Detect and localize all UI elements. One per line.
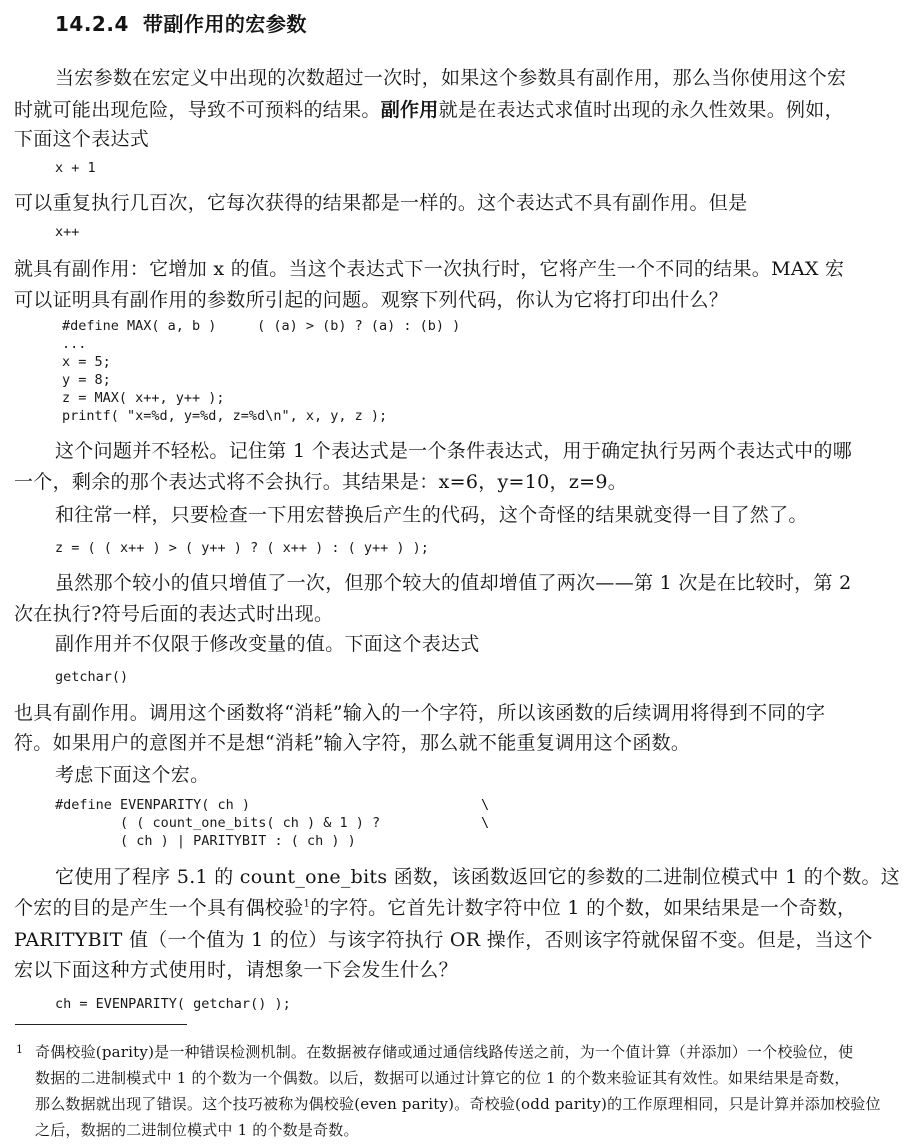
bold-term: 副作用 [380, 99, 439, 121]
code-line: printf( "x=%d, y=%d, z=%d\n", x, y, z ); [62, 408, 388, 424]
paragraph-line: 可以重复执行几百次，它每次获得的结果都是一样的。这个表达式不具有副作用。但是 [14, 192, 748, 214]
paragraph-line: 当宏参数在宏定义中出现的次数超过一次时，如果这个参数具有副作用，那么当你使用这个宏 [55, 67, 847, 89]
code-line: z = MAX( x++, y++ ); [62, 390, 225, 406]
section-number: 14.2.4 [55, 12, 129, 36]
footnote-marker: 1 [16, 1043, 23, 1056]
paragraph-line: 这个问题并不轻松。记住第 1 个表达式是一个条件表达式，用于确定执行另两个表达式中的哪 [55, 440, 853, 462]
code-line: #define EVENPARITY( ch ) [55, 797, 251, 813]
paragraph-line: PARITYBIT 值（一个值为 1 的位）与该字符执行 OR 操作，否则该字符就保留不变。但是，当这个 [14, 929, 873, 951]
code-line: x = 5; [62, 354, 111, 370]
code-line: getchar() [55, 669, 129, 685]
line-continuation: \ [481, 815, 490, 831]
footnote-line: 那么数据就出现了错误。这个技巧被称为偶校验(even parity)。奇校验(odd parity)的工作原理相同，只是计算并添加校验位 [35, 1095, 881, 1113]
paragraph-line: 可以证明具有副作用的参数所引起的问题。观察下列代码，你认为它将打印出什么？ [14, 289, 729, 311]
paragraph-line: 符。如果用户的意图并不是想“消耗”输入字符，那么就不能重复调用这个函数。 [14, 732, 691, 754]
paragraph-line: 虽然那个较小的值只增值了一次，但那个较大的值却增值了两次——第 1 次是在比较时，第 2 [55, 572, 852, 594]
section-title: 带副作用的宏参数 [142, 12, 307, 36]
code-line: ( ch ) | PARITYBIT : ( ch ) ) [55, 833, 356, 849]
footnote-rule [15, 1024, 187, 1025]
footnote-ref: 1 [303, 898, 311, 910]
paragraph-line: 宏以下面这种方式使用时，请想象一下会发生什么？ [14, 959, 458, 981]
paragraph-line: 时就可能出现危险，导致不可预料的结果。副作用就是在表达式求值时出现的永久性效果。例如， [14, 99, 844, 121]
code-line: z = ( ( x++ ) > ( y++ ) ? ( x++ ) : ( y++ ) ); [55, 540, 429, 556]
footnote-line: 奇偶校验(parity)是一种错误检测机制。在数据被存储或通过通信线路传送之前，为一个值计算（并添加）一个校验位，使 [35, 1043, 854, 1061]
paragraph-line: 副作用并不仅限于修改变量的值。下面这个表达式 [55, 633, 480, 655]
code-line: ( ( count_one_bits( ch ) & 1 ) ? [55, 815, 381, 831]
line-continuation: \ [481, 797, 490, 813]
code-line: x++ [55, 224, 80, 240]
paragraph-line: 下面这个表达式 [14, 128, 150, 150]
paragraph-line: 考虑下面这个宏。 [55, 764, 210, 786]
code-line: ... [62, 336, 87, 352]
code-line: #define MAX( a, b ) ( (a) > (b) ? (a) : (b) ) [62, 318, 461, 334]
code-line: ch = EVENPARITY( getchar() ); [55, 996, 291, 1012]
paragraph-line: 一个，剩余的那个表达式将不会执行。其结果是：x=6，y=10，z=9。 [14, 471, 628, 493]
paragraph-line: 个宏的目的是产生一个具有偶校验$^1$的字符。它首先计数字符中位 1 的个数，如果结果是一个奇数， [14, 897, 857, 919]
code-line: x + 1 [55, 160, 96, 176]
footnote-line: 数据的二进制模式中 1 的个数为一个偶数。以后，数据可以通过计算它的位 1 的个数来验证其有效性。如果结果是奇数， [35, 1069, 850, 1087]
footnote-line: 之后，数据的二进制位模式中 1 的个数是奇数。 [35, 1121, 359, 1139]
paragraph-line: 就具有副作用：它增加 x 的值。当这个表达式下一次执行时，它将产生一个不同的结果。MAX 宏 [14, 258, 845, 280]
section-heading [55, 8, 307, 37]
paragraph-line: 也具有副作用。调用这个函数将“消耗”输入的一个字符，所以该函数的后续调用将得到不同的字 [14, 702, 826, 724]
paragraph-line: 和往常一样，只要检查一下用宏替换后产生的代码，这个奇怪的结果就变得一目了然了。 [55, 504, 808, 526]
paragraph-line: 它使用了程序 5.1 的 count_one_bits 函数，该函数返回它的参数的二进制位模式中 1 的个数。这 [55, 866, 901, 888]
paragraph-line: 次在执行?符号后面的表达式时出现。 [14, 603, 334, 625]
code-line: y = 8; [62, 372, 111, 388]
